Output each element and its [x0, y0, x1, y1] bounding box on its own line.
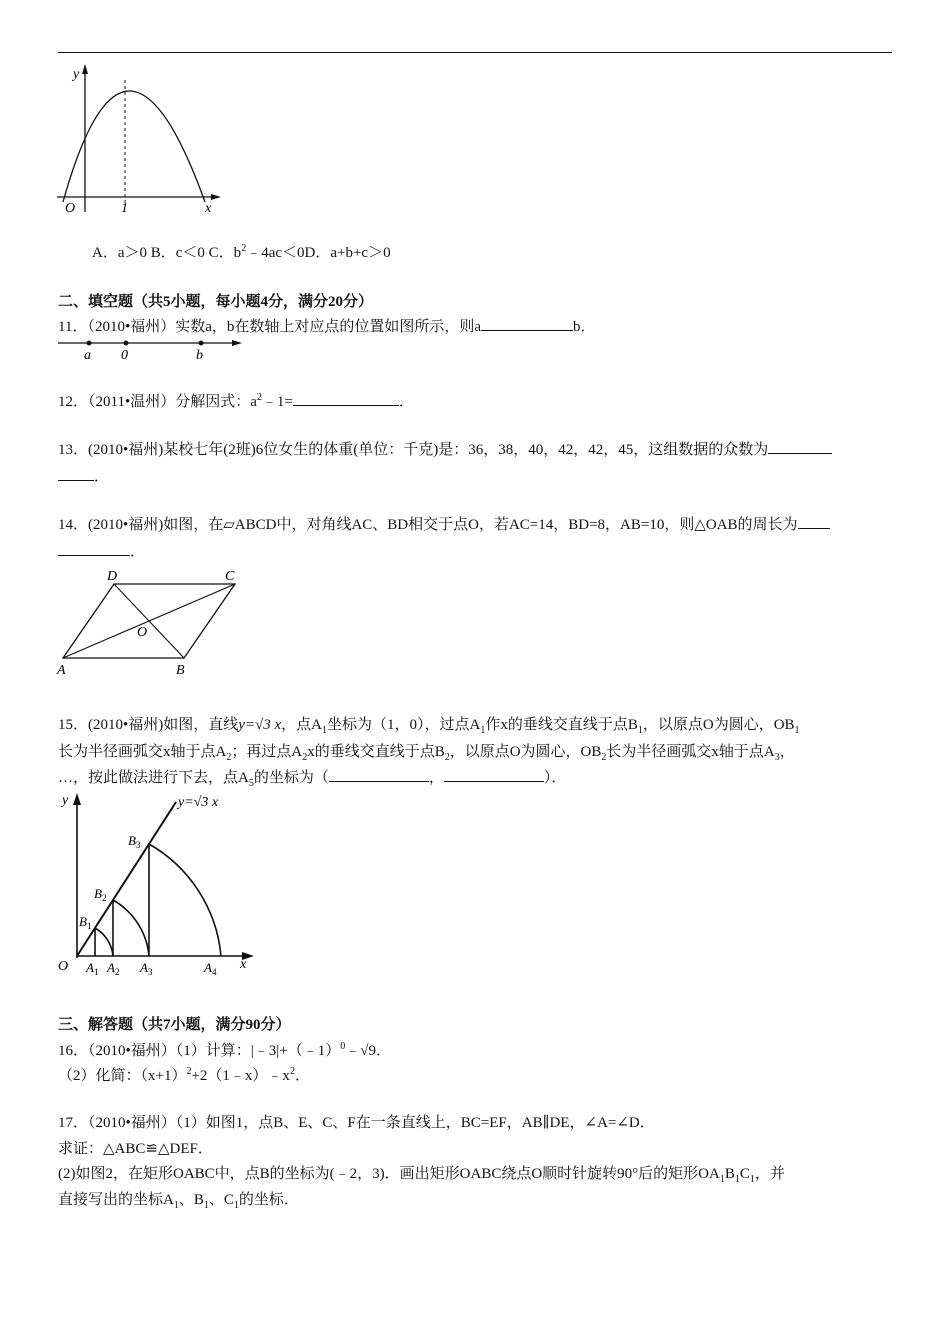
- b-label: b: [196, 348, 203, 362]
- x-coordinate-blank[interactable]: [329, 780, 429, 782]
- x-axis-label: x: [205, 201, 212, 216]
- tick-label: 1: [121, 201, 128, 216]
- q16-line1: 16．（2010•福州）（1）计算：|﹣3|+（﹣1）$^0$﹣√9．: [58, 1041, 391, 1059]
- answer-blank[interactable]: [293, 404, 399, 406]
- vertex-d: D: [107, 569, 118, 584]
- section2-heading: 二、填空题（共5小题，每小题4分，满分20分）: [58, 294, 374, 310]
- q14-parallelogram: [55, 566, 250, 678]
- center-o: O: [137, 625, 148, 640]
- a-label: a: [84, 348, 91, 362]
- answer-blank[interactable]: [481, 329, 573, 331]
- q14-continued: ．: [58, 540, 145, 561]
- q15-line1: 15．(2010•福州)如图，直线y=√3 x，点$A_1$坐标为（1，0），过点$A_1$作x的垂线交直线于点$B_1$，以原点O为圆心，$OB_1$: [58, 717, 800, 736]
- q17-line2: 求证：△ABC≌△DEF．: [58, 1141, 213, 1157]
- option-b: B．c＜0: [150, 245, 205, 261]
- a1-label: $A_1$: [86, 960, 99, 977]
- option-d: D．a+b+c＞0: [304, 245, 391, 261]
- b2-label: $B_2$: [94, 886, 107, 903]
- q16-line2: （2）化简：$(x+1)^2+2(1﹣x)﹣x^2$．: [58, 1066, 310, 1084]
- q10-parabola-graph: [55, 62, 225, 222]
- b3-label: $B_3$: [128, 833, 141, 850]
- answer-blank-cont[interactable]: [58, 554, 130, 556]
- q10-options: [92, 241, 391, 262]
- a4-label: $A_4$: [204, 960, 217, 977]
- q14-text: 14．(2010•福州)如图，在▱ABCD中，对角线AC、BD相交于点O，若AC=14，BD=8，AB=10，则△OAB的周长为: [58, 513, 830, 534]
- vertex-a: A: [57, 663, 66, 678]
- q15-arc-figure: [52, 788, 262, 983]
- origin-label: O: [58, 959, 69, 974]
- q17-line1: 17．（2010•福州）（1）如图1，点B、E、C、F在一条直线上，BC=EF，AB∥DE，∠A=∠D．: [58, 1115, 655, 1131]
- option-c: C．$b^2﹣4ac<0$: [208, 243, 305, 261]
- q15-line3: …，按此做法进行下去，点$A_5$的坐标为（ ， ）．: [58, 770, 567, 789]
- q15-line2: 长为半径画弧交x轴于点$A_2$；再过点$A_2x$的垂线交直线于点$B_2$，以原点O为圆心，$OB_2$长为半径画弧交x轴于点$A_3$，: [58, 744, 795, 763]
- option-a: A．a＞0: [92, 245, 147, 261]
- x-axis-label: x: [240, 957, 247, 972]
- line-formula-label: y=√3 x: [178, 795, 219, 810]
- q11-text: 11．（2010•福州）实数a，b在数轴上对应点的位置如图所示，则a b．: [58, 319, 596, 335]
- y-axis-label: y: [73, 67, 80, 82]
- vertex-c: C: [225, 569, 235, 584]
- answer-blank[interactable]: [768, 452, 832, 454]
- answer-blank[interactable]: [798, 527, 830, 529]
- origin-label: O: [65, 201, 76, 216]
- a2-label: $A_2$: [107, 960, 120, 977]
- q13-continued: ．: [58, 465, 109, 486]
- section3-heading: 三、解答题（共7小题，满分90分）: [58, 1017, 291, 1033]
- answer-blank-cont[interactable]: [58, 479, 94, 481]
- a3-label: $A_3$: [140, 960, 153, 977]
- q12-text: 12．（2011•温州）分解因式：$a^2﹣1=$ ．: [58, 392, 414, 410]
- q17-line4: 直接写出的坐标$A_1$、$B_1$、$C_1$的坐标．: [58, 1192, 299, 1211]
- q17-line3: (2)如图2，在矩形OABC中，点B的坐标为(﹣2，3)．画出矩形OABC绕点O顺时针旋转90°后的矩形$OA_1B_1C_1$，并: [58, 1166, 785, 1185]
- zero-label: 0: [121, 348, 128, 362]
- vertex-b: B: [176, 663, 185, 678]
- header-rule: [58, 52, 892, 53]
- q13-text: 13．(2010•福州)某校七年(2班)6位女生的体重(单位：千克)是：36，38，40，42，42，45，这组数据的众数为: [58, 438, 832, 459]
- q11-number-line: [56, 334, 246, 362]
- b1-label: $B_1$: [79, 914, 92, 931]
- y-coordinate-blank[interactable]: [444, 780, 544, 782]
- y-axis-label: y: [62, 793, 69, 808]
